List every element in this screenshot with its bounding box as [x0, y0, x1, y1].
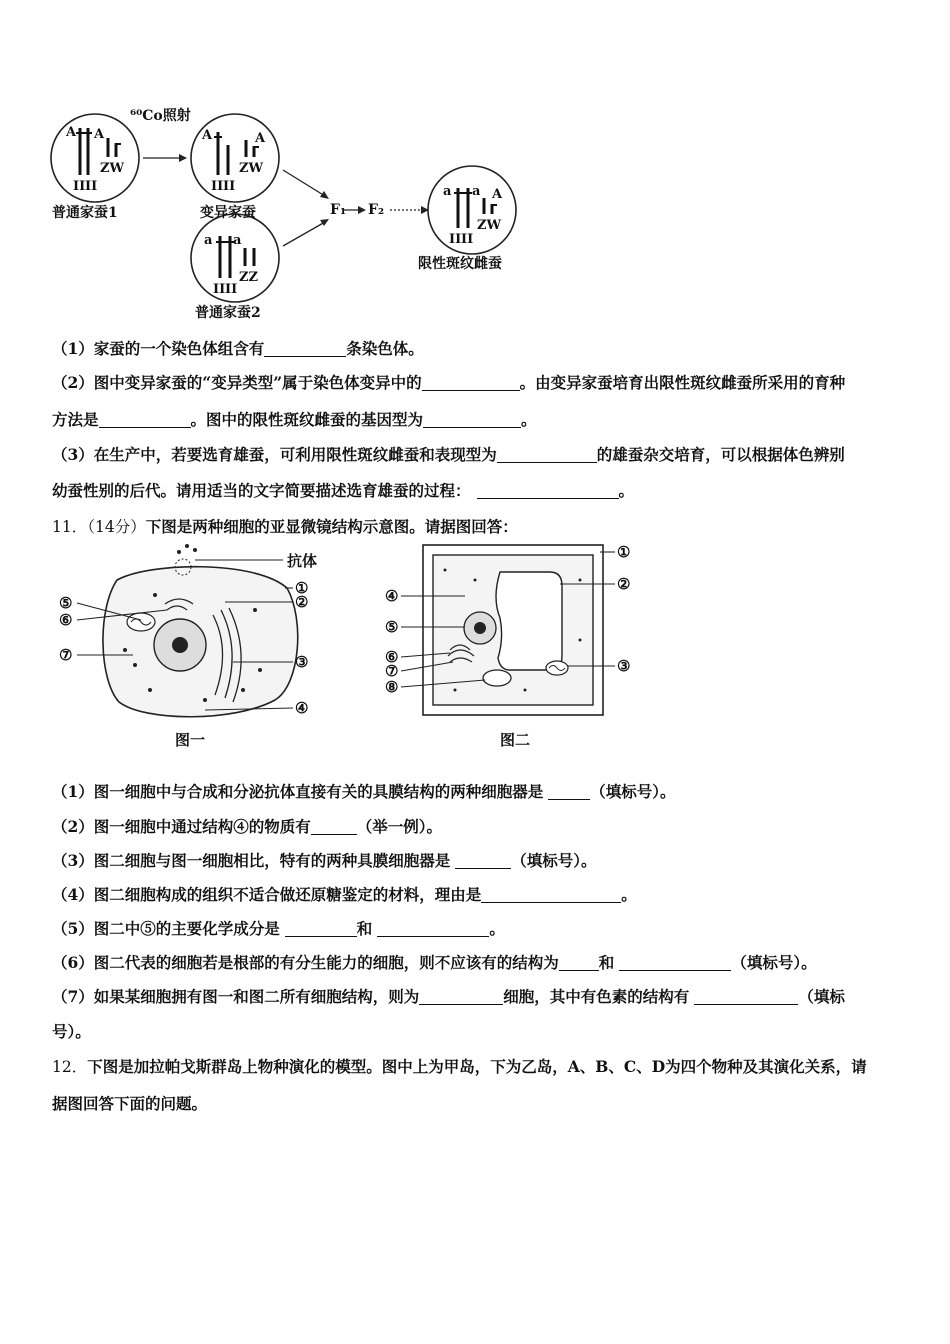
sex-chromosome-label: ZZ: [239, 270, 258, 285]
q10-part2-line1: [52, 371, 845, 393]
answer-blank[interactable]: [422, 375, 520, 392]
sex-chromosome-label: ZW: [100, 161, 125, 176]
q11-part3-end: （填标号）。: [511, 851, 597, 870]
q10-part2b-mid: 。图中的限性斑纹雌蚕的基因型为: [190, 410, 424, 429]
structure-7-label: ⑦: [385, 662, 399, 680]
q11-part1-end: （填标号）。: [590, 782, 676, 801]
figure-2-caption: 图二: [500, 731, 531, 749]
structure-4-label: ④: [295, 699, 309, 717]
chromosome-label: II: [213, 282, 226, 297]
q10-part3-line2: [52, 479, 634, 501]
q10-part2-text-end: 。由变异家蚕培育出限性斑纹雌蚕所采用的育种: [519, 373, 846, 392]
silkworm1-label: 普通家蚕1: [52, 205, 118, 221]
q11-part7-end: （填标: [798, 987, 845, 1006]
structure-7-label: ⑦: [59, 646, 73, 664]
variant-silkworm-label: 变异家蚕: [200, 205, 256, 221]
q12-stem-line1: [52, 1055, 867, 1077]
chromosome-label: II: [211, 179, 224, 194]
animal-cell: [103, 544, 298, 717]
allele-label: a: [472, 184, 481, 199]
limited-female-label: 限性斑纹雌蚕: [418, 256, 502, 272]
answer-blank[interactable]: [477, 483, 619, 500]
silkworm2-label: 普通家蚕2: [195, 305, 261, 321]
figure-1-caption: 图一: [175, 731, 206, 749]
structure-2-label: ②: [295, 593, 309, 611]
q11-part6-end: （填标号）。: [731, 953, 817, 972]
structure-8-label: ⑧: [385, 678, 399, 696]
radiation-label: ⁶⁰Co照射: [130, 108, 191, 124]
structure-4-label: ④: [385, 587, 399, 605]
q11-part2-end: （举一例）。: [356, 817, 443, 836]
answer-blank[interactable]: [264, 341, 346, 358]
q11-part7-line2: [52, 1020, 91, 1042]
answer-blank[interactable]: [419, 989, 503, 1006]
structure-5-label: ⑤: [59, 594, 73, 612]
q11-part7-line1: [52, 985, 845, 1007]
q11-part1-text: （1）图一细胞中与合成和分泌抗体直接有关的具膜结构的两种细胞器是: [52, 782, 544, 801]
q11-part7-mid: 细胞，其中有色素的结构有: [503, 987, 690, 1006]
structure-1-label: ①: [617, 543, 631, 561]
q11-part5-end: 。: [489, 919, 505, 938]
answer-blank[interactable]: [455, 853, 511, 870]
q11-part2-text: （2）图一细胞中通过结构④的物质有: [52, 817, 311, 836]
q11-part4: [52, 883, 637, 905]
q10-part3b-text: 幼蚕性别的后代。请用适当的文字简要描述选育雄蚕的过程：: [52, 481, 471, 500]
structure-6-label: ⑥: [59, 611, 73, 629]
question-number: 12．: [52, 1058, 88, 1076]
q11-part5-text: （5）图二中⑤的主要化学成分是: [52, 919, 280, 938]
chromosome-label: II: [225, 282, 238, 297]
answer-blank[interactable]: [311, 819, 357, 836]
answer-blank[interactable]: [481, 887, 621, 904]
structure-5-label: ⑤: [385, 618, 399, 636]
q10-part2b-end: 。: [521, 410, 537, 429]
sex-chromosome-label: ZW: [477, 218, 502, 233]
chromosome-label: II: [73, 179, 86, 194]
answer-blank[interactable]: [619, 955, 731, 972]
q12-stem-line2: [52, 1092, 207, 1114]
silkworm-breeding-diagram: [40, 100, 560, 325]
answer-blank[interactable]: [694, 989, 798, 1006]
antibody-label: 抗体: [287, 552, 318, 570]
q12-stem-text: 下图是加拉帕戈斯群岛上物种演化的模型。图中上为甲岛，下为乙岛，A、B、C、D为四个物种及其演化关系，请: [87, 1057, 867, 1076]
allele-label: A: [255, 131, 266, 146]
q11-part4-end: 。: [621, 885, 637, 904]
structure-3-label: ③: [617, 657, 631, 675]
structure-6-label: ⑥: [385, 648, 399, 666]
q11-part6-text: （6）图二代表的细胞若是根部的有分生能力的细胞，则不应该有的结构为: [52, 953, 559, 972]
q11-part5-mid: 和: [356, 919, 373, 938]
q10-part2-line2: [52, 408, 537, 430]
q11-stem: [52, 515, 518, 537]
answer-blank[interactable]: [548, 784, 590, 801]
answer-blank[interactable]: [559, 955, 599, 972]
structure-3-label: ③: [295, 653, 309, 671]
q10-part3b-end: 。: [618, 481, 635, 500]
allele-label: A: [202, 128, 213, 143]
allele-label: a: [204, 233, 213, 248]
q12-stem-text-2: 据图回答下面的问题。: [52, 1094, 208, 1113]
question-number: 11．: [52, 518, 88, 536]
q10-part1-text-end: 条染色体。: [346, 339, 424, 358]
allele-label: A: [492, 187, 503, 202]
allele-label: a: [443, 184, 452, 199]
q11-part6: [52, 951, 817, 973]
q11-part6-mid: 和: [598, 953, 615, 972]
sex-chromosome-label: ZW: [239, 161, 264, 176]
question-stem: 下图是两种细胞的亚显微镜结构示意图。请据图回答：: [145, 517, 518, 536]
allele-label: A: [66, 125, 77, 140]
chromosome-label: II: [85, 179, 98, 194]
q11-part5: [52, 917, 505, 939]
q10-part2b-text: 方法是: [52, 410, 99, 429]
structure-1-label: ①: [295, 579, 309, 597]
q11-part2: [52, 815, 442, 837]
chromosome-label: II: [223, 179, 236, 194]
allele-label: A: [94, 127, 105, 142]
f2-label: F₂: [368, 202, 385, 218]
q11-part4-text: （4）图二细胞构成的组织不适合做还原糖鉴定的材料，理由是: [52, 885, 482, 904]
q10-part2-text: （2）图中变异家蚕的“变异类型”属于染色体变异中的: [52, 373, 422, 392]
cell-structure-diagrams: [55, 540, 655, 755]
q10-part3-text-end: 的雄蚕杂交培育，可以根据体色辨别: [596, 445, 845, 464]
answer-blank[interactable]: [377, 921, 489, 938]
q10-part3-text: （3）在生产中，若要选育雄蚕，可利用限性斑纹雌蚕和表现型为: [52, 445, 497, 464]
q10-part1-text: （1）家蚕的一个染色体组含有: [52, 339, 265, 358]
question-score: （14分）: [87, 518, 146, 536]
chromosome-label: II: [461, 232, 474, 247]
q11-part7-text: （7）如果某细胞拥有图一和图二所有细胞结构，则为: [52, 987, 420, 1006]
q11-part1: [52, 780, 676, 802]
structure-2-label: ②: [617, 575, 631, 593]
answer-blank[interactable]: [285, 921, 357, 938]
f1-label: F₁: [330, 202, 347, 218]
q11-part7-wrap: 号）。: [52, 1022, 91, 1041]
answer-blank[interactable]: [497, 447, 597, 464]
plant-cell: [423, 545, 603, 715]
q10-part1: [52, 337, 424, 359]
q11-part3: [52, 849, 597, 871]
q10-part3-line1: [52, 443, 845, 465]
q11-part3-text: （3）图二细胞与图一细胞相比，特有的两种具膜细胞器是: [52, 851, 451, 870]
answer-blank[interactable]: [99, 412, 191, 429]
chromosome-label: II: [449, 232, 462, 247]
allele-label: a: [233, 233, 242, 248]
answer-blank[interactable]: [423, 412, 521, 429]
